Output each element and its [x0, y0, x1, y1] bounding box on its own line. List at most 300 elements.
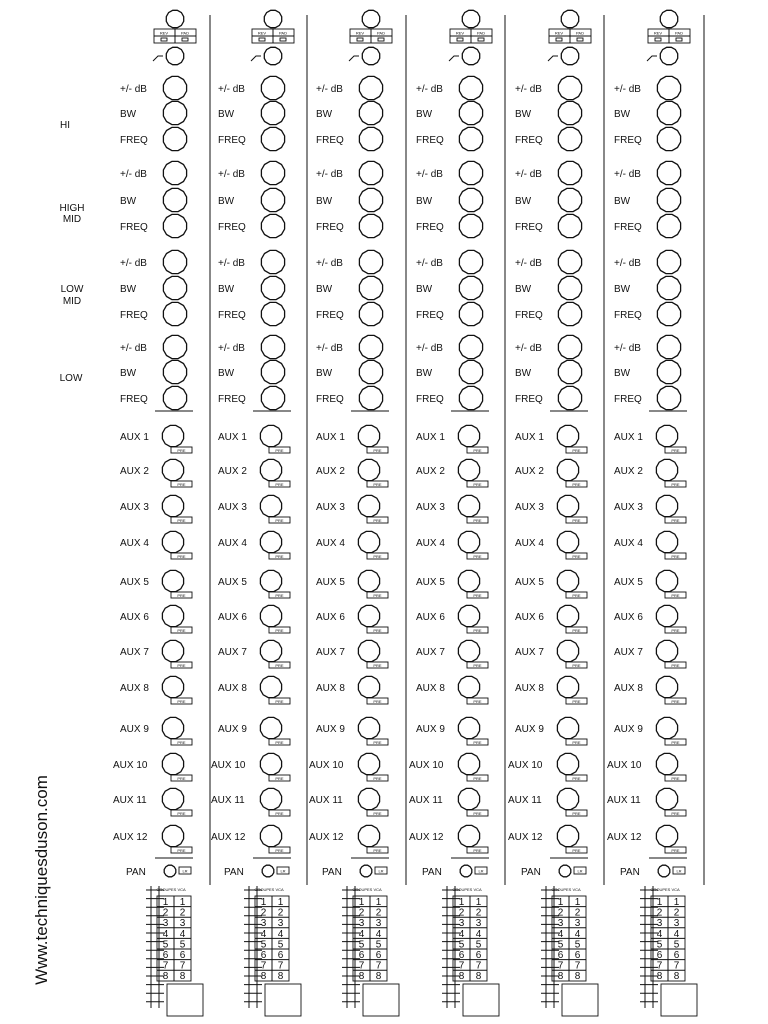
- vca-number: 7: [358, 960, 365, 972]
- eq-gain-knob[interactable]: [359, 76, 382, 99]
- pan-knob[interactable]: [559, 865, 571, 877]
- eq-gain-label: +/- dB: [416, 84, 443, 95]
- eq-bw-knob[interactable]: [359, 101, 382, 124]
- pan-knob[interactable]: [164, 865, 176, 877]
- aux-knob[interactable]: [557, 640, 578, 661]
- eq-gain-label: +/- dB: [120, 258, 147, 269]
- eq-gain-knob[interactable]: [657, 335, 680, 358]
- aux-send-10: [409, 753, 488, 781]
- eq-bw-knob[interactable]: [558, 101, 581, 124]
- aux-knob[interactable]: [458, 753, 479, 774]
- aux-knob[interactable]: [358, 495, 379, 516]
- vca-number: 6: [277, 950, 284, 961]
- gain-knob[interactable]: [362, 10, 379, 27]
- eq-band-1: [316, 76, 383, 150]
- pre-label: PRE: [275, 628, 284, 633]
- aux-send-2: [218, 459, 290, 487]
- aux-label: AUX 10: [211, 760, 246, 771]
- aux-knob[interactable]: [656, 676, 677, 697]
- eq-freq-knob[interactable]: [261, 214, 284, 237]
- aux-send-6: [614, 605, 686, 633]
- eq-gain-label: +/- dB: [120, 169, 147, 180]
- rev-switch[interactable]: [357, 38, 363, 41]
- pan-knob[interactable]: [262, 865, 274, 877]
- fader-cap[interactable]: [661, 984, 697, 1016]
- eq-band-3: [316, 250, 383, 325]
- eq-freq-knob[interactable]: [163, 386, 186, 409]
- eq-bw-knob[interactable]: [558, 360, 581, 383]
- vca-number: 7: [277, 960, 284, 972]
- eq-freq-knob[interactable]: [459, 302, 482, 325]
- eq-bw-knob[interactable]: [558, 188, 581, 211]
- pre-label: PRE: [177, 482, 186, 487]
- eq-bw-knob[interactable]: [359, 360, 382, 383]
- pre-label: PRE: [671, 848, 680, 853]
- eq-gain-knob[interactable]: [359, 250, 382, 273]
- eq-freq-label: FREQ: [614, 135, 642, 146]
- aux-knob[interactable]: [656, 425, 677, 446]
- aux-knob[interactable]: [458, 495, 479, 516]
- eq-gain-knob[interactable]: [359, 335, 382, 358]
- lr-label: LR: [577, 868, 583, 874]
- rev-switch[interactable]: [161, 38, 167, 41]
- eq-gain-label: +/- dB: [614, 343, 641, 354]
- pre-label: PRE: [177, 776, 186, 781]
- aux-knob[interactable]: [656, 640, 677, 661]
- aux-knob[interactable]: [162, 753, 183, 774]
- pre-label: PRE: [373, 776, 382, 781]
- aux-label: AUX 11: [607, 795, 641, 806]
- eq-freq-knob[interactable]: [359, 386, 382, 409]
- aux-knob[interactable]: [557, 717, 578, 738]
- aux-knob[interactable]: [557, 753, 578, 774]
- eq-bw-knob[interactable]: [163, 276, 186, 299]
- eq-freq-knob[interactable]: [657, 302, 680, 325]
- aux-label: AUX 12: [508, 832, 543, 843]
- vca-title: GROUPES VCA: [156, 887, 186, 892]
- eq-gain-knob[interactable]: [657, 250, 680, 273]
- aux-knob[interactable]: [260, 605, 281, 626]
- pre-label: PRE: [671, 811, 680, 816]
- pan-label: PAN: [224, 867, 244, 878]
- aux-knob[interactable]: [557, 788, 578, 809]
- pan-section: [620, 865, 685, 878]
- aux-knob[interactable]: [656, 825, 677, 846]
- eq-freq-label: FREQ: [120, 394, 148, 405]
- rev-switch[interactable]: [556, 38, 562, 41]
- eq-bw-knob[interactable]: [558, 276, 581, 299]
- lr-label: LR: [676, 868, 682, 874]
- eq-bw-label: BW: [614, 368, 631, 379]
- pad-switch[interactable]: [280, 38, 286, 41]
- aux-label: AUX 8: [120, 683, 149, 694]
- eq-freq-knob[interactable]: [558, 214, 581, 237]
- aux-label: AUX 5: [614, 577, 643, 588]
- aux-knob[interactable]: [458, 676, 479, 697]
- aux-knob[interactable]: [656, 570, 677, 591]
- aux-knob[interactable]: [656, 717, 677, 738]
- eq-gain-knob[interactable]: [558, 335, 581, 358]
- aux-send-5: [416, 570, 488, 598]
- aux-knob[interactable]: [162, 640, 183, 661]
- aux-send-3: [218, 495, 290, 523]
- aux-label: AUX 9: [515, 724, 544, 735]
- aux-knob[interactable]: [557, 570, 578, 591]
- aux-send-8: [218, 676, 290, 704]
- rev-label: REV: [355, 30, 365, 36]
- eq-bw-knob[interactable]: [657, 101, 680, 124]
- eq-gain-knob[interactable]: [261, 76, 284, 99]
- aux-label: AUX 12: [211, 832, 246, 843]
- aux-knob[interactable]: [162, 788, 183, 809]
- eq-freq-label: FREQ: [316, 310, 344, 321]
- aux-label: AUX 10: [409, 760, 444, 771]
- eq-freq-knob[interactable]: [657, 386, 680, 409]
- aux-send-12: [607, 825, 686, 853]
- aux-send-7: [515, 640, 587, 668]
- eq-freq-knob[interactable]: [459, 127, 482, 150]
- eq-bw-knob[interactable]: [459, 360, 482, 383]
- eq-gain-knob[interactable]: [163, 250, 186, 273]
- aux-knob[interactable]: [656, 495, 677, 516]
- aux-label: AUX 1: [515, 432, 544, 443]
- aux-knob[interactable]: [656, 753, 677, 774]
- aux-send-11: [607, 788, 686, 816]
- aux-send-1: [614, 425, 686, 453]
- eq-bw-knob[interactable]: [163, 360, 186, 383]
- aux-label: AUX 6: [120, 612, 149, 623]
- pre-label: PRE: [275, 448, 284, 453]
- pad-switch[interactable]: [478, 38, 484, 41]
- aux-label: AUX 4: [218, 538, 247, 549]
- pre-label: PRE: [572, 740, 581, 745]
- band-label-high-mid-line2: MID: [62, 214, 82, 225]
- vca-number: 1: [375, 897, 382, 908]
- eq-bw-knob[interactable]: [459, 188, 482, 211]
- eq-gain-knob[interactable]: [558, 250, 581, 273]
- eq-band-1: [218, 76, 285, 150]
- aux-knob[interactable]: [358, 570, 379, 591]
- aux-knob[interactable]: [557, 676, 578, 697]
- aux-label: AUX 3: [120, 502, 149, 513]
- aux-send-8: [614, 676, 686, 704]
- pre-label: PRE: [671, 740, 680, 745]
- pad-switch[interactable]: [182, 38, 188, 41]
- aux-send-10: [309, 753, 388, 781]
- aux-knob[interactable]: [656, 788, 677, 809]
- aux-knob[interactable]: [557, 825, 578, 846]
- rev-switch[interactable]: [259, 38, 265, 41]
- aux-send-9: [515, 717, 587, 745]
- eq-gain-knob[interactable]: [163, 335, 186, 358]
- aux-label: AUX 3: [614, 502, 643, 513]
- aux-knob[interactable]: [260, 531, 281, 552]
- aux-label: AUX 8: [416, 683, 445, 694]
- aux-knob[interactable]: [458, 605, 479, 626]
- eq-bw-knob[interactable]: [657, 360, 680, 383]
- highpass-knob[interactable]: [561, 47, 578, 64]
- channel-strip-4: [409, 10, 499, 1016]
- aux-knob[interactable]: [260, 459, 281, 480]
- aux-knob[interactable]: [358, 788, 379, 809]
- aux-knob[interactable]: [162, 676, 183, 697]
- eq-bw-label: BW: [218, 368, 235, 379]
- aux-knob[interactable]: [260, 570, 281, 591]
- pre-label: PRE: [177, 699, 186, 704]
- aux-label: AUX 11: [409, 795, 443, 806]
- aux-send-8: [120, 676, 192, 704]
- eq-gain-knob[interactable]: [558, 76, 581, 99]
- vca-number: 4: [358, 928, 365, 940]
- aux-knob[interactable]: [458, 531, 479, 552]
- fader-cap[interactable]: [463, 984, 499, 1016]
- aux-send-12: [409, 825, 488, 853]
- eq-freq-knob[interactable]: [359, 127, 382, 150]
- aux-knob[interactable]: [162, 825, 183, 846]
- pre-label: PRE: [572, 593, 581, 598]
- vca-number: 2: [375, 907, 382, 919]
- pre-label: PRE: [373, 554, 382, 559]
- aux-knob[interactable]: [458, 459, 479, 480]
- aux-label: AUX 12: [607, 832, 642, 843]
- aux-knob[interactable]: [458, 425, 479, 446]
- vca-number: 3: [260, 918, 267, 930]
- aux-label: AUX 1: [218, 432, 247, 443]
- eq-bw-knob[interactable]: [261, 360, 284, 383]
- aux-knob[interactable]: [358, 425, 379, 446]
- eq-bw-knob[interactable]: [359, 188, 382, 211]
- eq-freq-knob[interactable]: [558, 386, 581, 409]
- aux-send-7: [120, 640, 192, 668]
- vca-number: 1: [673, 897, 680, 908]
- eq-bw-knob[interactable]: [359, 276, 382, 299]
- aux-knob[interactable]: [557, 531, 578, 552]
- pre-label: PRE: [275, 554, 284, 559]
- fader-cap[interactable]: [363, 984, 399, 1016]
- aux-label: AUX 7: [614, 647, 643, 658]
- eq-gain-knob[interactable]: [459, 250, 482, 273]
- highpass-knob[interactable]: [462, 47, 479, 64]
- aux-knob[interactable]: [358, 825, 379, 846]
- eq-gain-knob[interactable]: [261, 250, 284, 273]
- pre-label: PRE: [671, 593, 680, 598]
- pre-label: PRE: [473, 663, 482, 668]
- eq-bw-knob[interactable]: [261, 188, 284, 211]
- eq-freq-knob[interactable]: [261, 127, 284, 150]
- eq-bw-knob[interactable]: [163, 101, 186, 124]
- aux-knob[interactable]: [358, 531, 379, 552]
- vca-number: 2: [179, 907, 186, 919]
- aux-knob[interactable]: [358, 676, 379, 697]
- aux-knob[interactable]: [162, 605, 183, 626]
- vca-number: 3: [162, 918, 169, 930]
- pre-label: PRE: [275, 663, 284, 668]
- rev-label: REV: [159, 30, 169, 36]
- rev-switch[interactable]: [655, 38, 661, 41]
- aux-knob[interactable]: [458, 717, 479, 738]
- aux-send-12: [309, 825, 388, 853]
- gain-knob[interactable]: [166, 10, 183, 27]
- eq-freq-knob[interactable]: [459, 386, 482, 409]
- eq-bw-knob[interactable]: [163, 188, 186, 211]
- eq-freq-label: FREQ: [515, 310, 543, 321]
- eq-freq-knob[interactable]: [657, 127, 680, 150]
- aux-knob[interactable]: [358, 605, 379, 626]
- eq-freq-knob[interactable]: [359, 214, 382, 237]
- aux-label: AUX 2: [515, 466, 544, 477]
- eq-gain-knob[interactable]: [359, 161, 382, 184]
- eq-bw-knob[interactable]: [459, 276, 482, 299]
- aux-knob[interactable]: [260, 753, 281, 774]
- aux-knob[interactable]: [358, 459, 379, 480]
- eq-freq-label: FREQ: [316, 394, 344, 405]
- eq-gain-label: +/- dB: [614, 169, 641, 180]
- eq-gain-knob[interactable]: [459, 161, 482, 184]
- pre-label: PRE: [275, 699, 284, 704]
- aux-knob[interactable]: [458, 825, 479, 846]
- eq-bw-knob[interactable]: [261, 101, 284, 124]
- pan-knob[interactable]: [460, 865, 472, 877]
- aux-label: AUX 2: [218, 466, 247, 477]
- eq-gain-knob[interactable]: [459, 76, 482, 99]
- eq-gain-knob[interactable]: [163, 161, 186, 184]
- eq-freq-knob[interactable]: [163, 214, 186, 237]
- pan-knob[interactable]: [360, 865, 372, 877]
- aux-knob[interactable]: [458, 570, 479, 591]
- eq-gain-knob[interactable]: [558, 161, 581, 184]
- pad-switch[interactable]: [676, 38, 682, 41]
- eq-band-4: [316, 335, 383, 409]
- eq-bw-knob[interactable]: [261, 276, 284, 299]
- vca-groups: [352, 887, 387, 982]
- eq-freq-knob[interactable]: [657, 214, 680, 237]
- eq-gain-knob[interactable]: [657, 161, 680, 184]
- aux-send-12: [113, 825, 192, 853]
- eq-gain-knob[interactable]: [261, 335, 284, 358]
- aux-knob[interactable]: [557, 425, 578, 446]
- pan-label: PAN: [126, 867, 146, 878]
- eq-gain-knob[interactable]: [657, 76, 680, 99]
- aux-send-2: [316, 459, 388, 487]
- aux-send-4: [614, 531, 686, 559]
- aux-knob[interactable]: [162, 495, 183, 516]
- eq-freq-knob[interactable]: [163, 302, 186, 325]
- eq-bw-knob[interactable]: [657, 188, 680, 211]
- eq-freq-label: FREQ: [120, 310, 148, 321]
- eq-gain-knob[interactable]: [459, 335, 482, 358]
- aux-knob[interactable]: [260, 676, 281, 697]
- pad-label: PAD: [377, 30, 385, 36]
- vca-number: 8: [557, 971, 564, 983]
- eq-freq-label: FREQ: [515, 135, 543, 146]
- eq-bw-knob[interactable]: [459, 101, 482, 124]
- pad-switch[interactable]: [577, 38, 583, 41]
- highpass-knob[interactable]: [166, 47, 183, 64]
- aux-knob[interactable]: [557, 605, 578, 626]
- pre-label: PRE: [572, 811, 581, 816]
- eq-freq-knob[interactable]: [163, 127, 186, 150]
- vca-number: 3: [179, 918, 186, 930]
- aux-knob[interactable]: [557, 459, 578, 480]
- aux-knob[interactable]: [358, 717, 379, 738]
- pre-label: PRE: [671, 482, 680, 487]
- eq-gain-knob[interactable]: [261, 161, 284, 184]
- aux-label: AUX 1: [416, 432, 445, 443]
- aux-knob[interactable]: [260, 640, 281, 661]
- aux-label: AUX 1: [614, 432, 643, 443]
- gain-knob[interactable]: [264, 10, 281, 27]
- aux-knob[interactable]: [162, 570, 183, 591]
- gain-knob[interactable]: [462, 10, 479, 27]
- aux-knob[interactable]: [162, 717, 183, 738]
- aux-label: AUX 5: [316, 577, 345, 588]
- rev-switch[interactable]: [457, 38, 463, 41]
- aux-knob[interactable]: [162, 531, 183, 552]
- eq-gain-knob[interactable]: [163, 76, 186, 99]
- aux-knob[interactable]: [557, 495, 578, 516]
- eq-bw-label: BW: [416, 196, 433, 207]
- aux-knob[interactable]: [162, 459, 183, 480]
- fader-cap[interactable]: [562, 984, 598, 1016]
- aux-knob[interactable]: [458, 640, 479, 661]
- aux-knob[interactable]: [260, 825, 281, 846]
- aux-knob[interactable]: [260, 495, 281, 516]
- aux-knob[interactable]: [162, 425, 183, 446]
- eq-freq-knob[interactable]: [261, 302, 284, 325]
- aux-knob[interactable]: [358, 640, 379, 661]
- aux-send-9: [416, 717, 488, 745]
- aux-knob[interactable]: [656, 459, 677, 480]
- eq-freq-knob[interactable]: [261, 386, 284, 409]
- lr-label: LR: [182, 868, 188, 874]
- aux-knob[interactable]: [260, 717, 281, 738]
- aux-knob[interactable]: [458, 788, 479, 809]
- vca-number: 7: [458, 960, 465, 972]
- eq-bw-knob[interactable]: [657, 276, 680, 299]
- pre-label: PRE: [177, 628, 186, 633]
- highpass-knob[interactable]: [362, 47, 379, 64]
- highpass-knob[interactable]: [660, 47, 677, 64]
- pad-switch[interactable]: [378, 38, 384, 41]
- aux-knob[interactable]: [358, 753, 379, 774]
- highpass-knob[interactable]: [264, 47, 281, 64]
- vca-title: GROUPES VCA: [352, 887, 382, 892]
- aux-knob[interactable]: [656, 531, 677, 552]
- aux-send-4: [416, 531, 488, 559]
- pre-label: PRE: [373, 448, 382, 453]
- fader-cap[interactable]: [265, 984, 301, 1016]
- aux-knob[interactable]: [260, 425, 281, 446]
- vca-number: 3: [358, 918, 365, 930]
- aux-knob[interactable]: [656, 605, 677, 626]
- eq-freq-knob[interactable]: [459, 214, 482, 237]
- eq-freq-knob[interactable]: [558, 127, 581, 150]
- pan-knob[interactable]: [658, 865, 670, 877]
- gain-knob[interactable]: [561, 10, 578, 27]
- band-label-low-mid-line2: MID: [62, 296, 82, 307]
- gain-knob[interactable]: [660, 10, 677, 27]
- eq-gain-label: +/- dB: [416, 169, 443, 180]
- eq-band-3: [614, 250, 681, 325]
- fader-cap[interactable]: [167, 984, 203, 1016]
- highpass-icon: [647, 56, 657, 61]
- eq-freq-knob[interactable]: [558, 302, 581, 325]
- pre-label: PRE: [177, 848, 186, 853]
- pre-label: PRE: [373, 482, 382, 487]
- eq-freq-knob[interactable]: [359, 302, 382, 325]
- aux-knob[interactable]: [260, 788, 281, 809]
- eq-band-3: [416, 250, 483, 325]
